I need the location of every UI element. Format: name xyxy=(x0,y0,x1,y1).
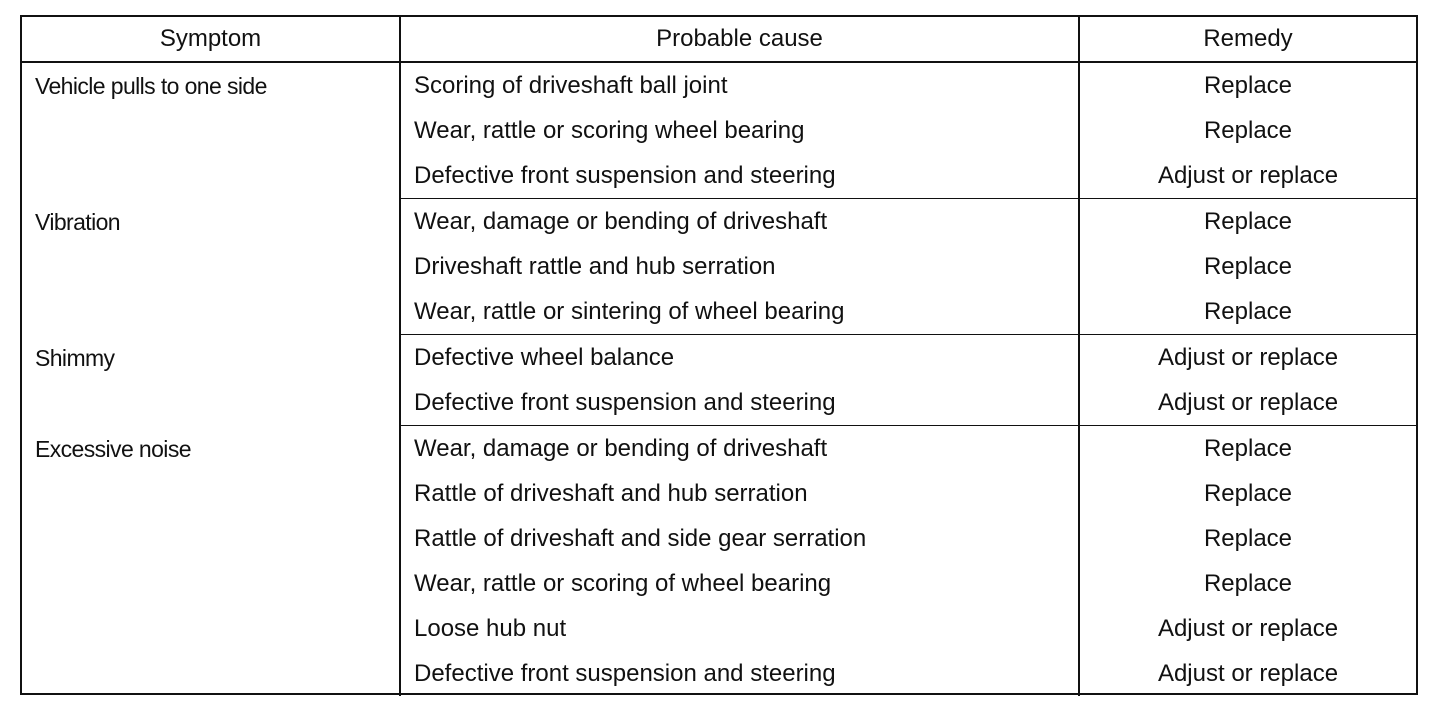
probable-cause-cell: Defective front suspension and steering xyxy=(400,380,1079,426)
probable-cause-cell: Rattle of driveshaft and hub serration xyxy=(400,471,1079,516)
probable-cause-cell: Wear, rattle or scoring wheel bearing xyxy=(400,108,1079,153)
remedy-cell: Adjust or replace xyxy=(1157,614,1339,642)
probable-cause-cell: Rattle of driveshaft and side gear serration xyxy=(400,516,1079,561)
troubleshooting-table xyxy=(22,17,1416,696)
remedy-cell: Adjust or replace xyxy=(1157,659,1339,687)
probable-cause-cell: Wear, damage or bending of driveshaft xyxy=(400,426,1079,472)
remedy-cell: Replace xyxy=(1203,479,1293,507)
remedy-cell: Replace xyxy=(1079,289,1416,335)
troubleshooting-table-frame xyxy=(20,15,1418,695)
remedy-cell: Adjust or replace xyxy=(1079,153,1416,199)
header-symptom: Symptom xyxy=(22,17,400,62)
probable-cause-cell: Loose hub nut xyxy=(400,606,1079,651)
table-row xyxy=(22,335,1416,381)
header-probable-cause: Probable cause xyxy=(400,17,1079,62)
probable-cause-cell: Wear, rattle or scoring of wheel bearing xyxy=(400,561,1079,606)
table-row xyxy=(22,426,1416,472)
table-row xyxy=(22,199,1416,245)
symptom-cell: Vehicle pulls to one side xyxy=(22,62,400,199)
remedy-cell: Replace xyxy=(1203,116,1293,144)
table-row xyxy=(22,62,1416,108)
symptom-cell: Vibration xyxy=(22,199,400,335)
probable-cause-cell: Defective front suspension and steering xyxy=(400,651,1079,696)
remedy-cell: Adjust or replace xyxy=(1157,343,1339,371)
probable-cause-cell: Wear, rattle or sintering of wheel bearing xyxy=(400,289,1079,335)
remedy-cell: Replace xyxy=(1203,207,1293,235)
table-body xyxy=(22,62,1416,696)
remedy-cell: Replace xyxy=(1203,524,1293,552)
probable-cause-cell: Defective wheel balance xyxy=(400,335,1079,381)
header-remedy: Remedy xyxy=(1079,17,1416,62)
symptom-cell: Shimmy xyxy=(22,335,400,426)
remedy-cell: Replace xyxy=(1203,569,1293,597)
remedy-cell: Replace xyxy=(1203,252,1293,280)
remedy-cell: Replace xyxy=(1203,434,1293,462)
symptom-cell: Excessive noise xyxy=(22,426,400,697)
probable-cause-cell: Driveshaft rattle and hub serration xyxy=(400,244,1079,289)
probable-cause-cell: Scoring of driveshaft ball joint xyxy=(400,62,1079,108)
probable-cause-cell: Defective front suspension and steering xyxy=(400,153,1079,199)
remedy-cell: Replace xyxy=(1203,71,1293,99)
remedy-cell: Adjust or replace xyxy=(1079,380,1416,426)
header-row xyxy=(22,17,1416,62)
probable-cause-cell: Wear, damage or bending of driveshaft xyxy=(400,199,1079,245)
